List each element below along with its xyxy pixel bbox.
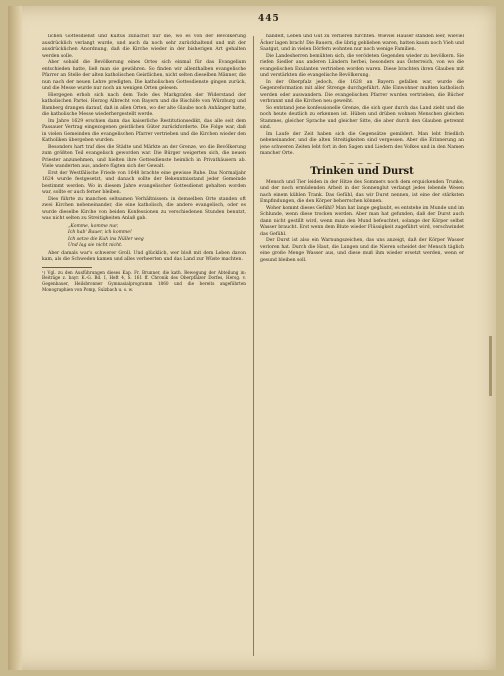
verse-line: „Komme, komme nur, xyxy=(68,223,119,229)
book-spine-shadow xyxy=(8,6,22,670)
left-paragraph-2: Aber sobald die Bevölkerung eines Ortes sich einmal für das Evangelium entschieden hatte, ließ man sie gewähren. So finden wir allenthalben evangelische Pfarrer an Stelle der alten katholischen Geistlichen, nicht selten dieselben Männer, die nun nach der neuen Lehre predigten. Die katholischen Gottesdienste gingen zurück, und die Messe wurde nur noch an wenigen Orten gelesen. xyxy=(42,60,246,91)
right-paragraph-2: Die Landesherren bemühten sich, die verödeten Gegenden wieder zu bevölkern. Sie riefen Siedler aus anderen Ländern herbei, besonders aus Österreich, von wo die evangelischen Exulanten vertrieben worden waren. Diese brachten ihren Glauben mit und verstärkten die evangelische Bevölkerung. xyxy=(260,53,464,78)
right-paragraph-5: Im Laufe der Zeit haben sich die Gegensätze gemildert. Man lebt friedlich nebeneinander, und die alten Streitigkeiten sind vergessen. Aber die Erinnerung an jene schweren Zeiten lebt fort in den Sagen und Liedern des Volkes und in den Namen mancher Orte. xyxy=(260,131,464,156)
left-column xyxy=(42,34,246,662)
page-edge-mark xyxy=(489,336,492,396)
verse-line: Ich hab' Bauer, ich komme! xyxy=(68,230,132,235)
column-divider xyxy=(253,36,254,656)
section-paragraph-1: Mensch und Tier leiden in der Hitze des Sommers noch dem erquickenden Trunke, und der noch ermüdenden Arbeit in der Sonnenglut verlangt jedes lebende Wesen nach einem kühlen Trank. Das Gefühl, das wir Durst nennen, ist eine der stärksten Empfindungen, die den Körper beherrschen können. xyxy=(260,179,464,204)
section-ornament: ~~~~~ xyxy=(339,159,385,168)
section-paragraph-3: Der Durst ist also ein Warnungszeichen, das uns anzeigt, daß der Körper Wasser verloren hat. Durch die Haut, die Lungen und die Nieren scheidet der Mensch täglich eine große Menge Wasser aus, und diese muß ihm wieder ersetzt werden, wenn er gesund bleiben soll. xyxy=(260,238,464,263)
footnote: ¹) Vgl. zu den Ausführungen dieses Kap. Fr. Brunner, die kath. Bewegung der Abteilung in: Beiträge z. bayr. K.-G. Bd. I, Heft 4, S. 161 ff. Chronik des Oberpfälzer Dorfes, Hersg. v. Gegenbauer, Heilsbronner Gymnasialprogramm 1860 und die bereits angeführten Monographien von Pomp, Sulzbach u. s. w. xyxy=(42,269,246,292)
right-paragraph-3: In der Oberpfalz jedoch, die 1628 an Bayern gefallen war, wurde die Gegenreformation mit aller Strenge durchgeführt. Alle Einwohner mußten katholisch werden oder auswandern. Die evangelischen Pfarrer wurden vertrieben, die Bücher verbrannt und die Kirchen neu geweiht. xyxy=(260,79,464,104)
left-paragraph-1: lichen Gottesdienst und Kultus zunächst nur die, wo es von der Bevölkerung ausdrücklich verlangt wurde, und auch da noch sehr zurückhaltend und mit der ausdrücklichen Anordnung, daß die Kirche wieder in der bisherigen Art gehalten werden solle. xyxy=(42,34,246,59)
right-column xyxy=(260,34,464,662)
document-page xyxy=(8,6,496,670)
verse-quote xyxy=(68,224,246,250)
left-paragraph-5: Besonders hart traf dies die Städte und Märkte an der Grenze, wo die Bevölkerung zum größten Teil evangelisch geworden war. Die Bürger weigerten sich, die neuen Priester anzunehmen, und hielten ihre Gottesdienste heimlich in Privathäusern ab. Viele wanderten aus, andere fügten sich der Gewalt. xyxy=(42,144,246,169)
right-paragraph-4: So entstand jene konfessionelle Grenze, die sich quer durch das Land zieht und die noch heute deutlich zu erkennen ist. Hüben und drüben wohnen Menschen gleichen Stammes, gleicher Sprache und gleicher Sitte, die aber durch den Glauben getrennt sind. xyxy=(260,105,464,130)
footnote-divider xyxy=(42,267,92,268)
left-paragraph-4: Im Jahre 1629 erschien dann das kaiserliche Restitutionsedikt, das alle seit dem Passauer Vertrag eingezogenen geistlichen Güter zurückforderte. Die Folge war, daß in vielen Gemeinden die evangelischen Pfarrer vertrieben und die Kirchen wieder den Katholiken übergeben wurden. xyxy=(42,118,246,143)
left-paragraph-3: Hiergegen erhob sich nach dem Tode des Markgrafen der Widerstand der katholischen Partei. Herzog Albrecht von Bayern und die Bischöfe von Würzburg und Bamberg drangen darauf, daß in allen Orten, wo der alte Glaube noch Anhänger hatte, die katholische Messe wiederhergestellt werde. xyxy=(42,92,246,117)
section-paragraph-2: Woher kommt dieses Gefühl? Man hat lange geglaubt, es entstehe im Munde und im Schlunde, wenn diese trocken werden. Aber man hat gefunden, daß der Durst auch dann nicht gestillt wird, wenn man den Mund befeuchtet, solange der Körper selbst Wasser braucht. Erst wenn dem Blute wieder Flüssigkeit zugeführt wird, verschwindet das Gefühl. xyxy=(260,205,464,237)
left-paragraph-6: Erst der Westfälische Friede von 1648 brachte eine gewisse Ruhe. Das Normaljahr 1624 wurde festgesetzt, und danach sollte der Bekenntnisstand jeder Gemeinde bestimmt werden. Wo in diesem Jahre evangelischer Gottesdienst gehalten worden war, sollte er auch ferner bleiben. xyxy=(42,170,246,195)
left-paragraph-7: Dies führte zu manchen seltsamen Verhältnissen: in demselben Orte standen oft zwei Kirchen nebeneinander, die eine katholisch, die andere evangelisch, oder es wurde dieselbe Kirche von beiden Konfessionen zu verschiedenen Stunden benutzt, was nicht selten zu Streitigkeiten Anlaß gab. xyxy=(42,196,246,221)
right-paragraph-1: handelt, Leben und Gut zu verlieren fürchten. Wieviel Häuser standen leer, wieviel Äcker lagen brach! Die Bauern, die übrig geblieben waren, hatten kaum noch Vieh und Saatgut, und in vielen Dörfern wohnten nur noch wenige Familien. xyxy=(260,34,464,52)
page-number: 445 xyxy=(258,14,280,24)
section-title: Trinken und Durst xyxy=(310,166,414,177)
page-header xyxy=(68,14,476,28)
left-paragraph-after-verse: Aber damals war's schwerer Groll. Und glücklich, wer bloß mit dem Leben davon kam, als die Schweden kamen und alles verheerten und das Land zur Wüste machten. xyxy=(42,250,246,262)
verse-line: Ich setze die Kuh ins Nüller weg xyxy=(68,236,144,242)
verse-line: Und lag sie nicht nicht. xyxy=(68,243,123,248)
